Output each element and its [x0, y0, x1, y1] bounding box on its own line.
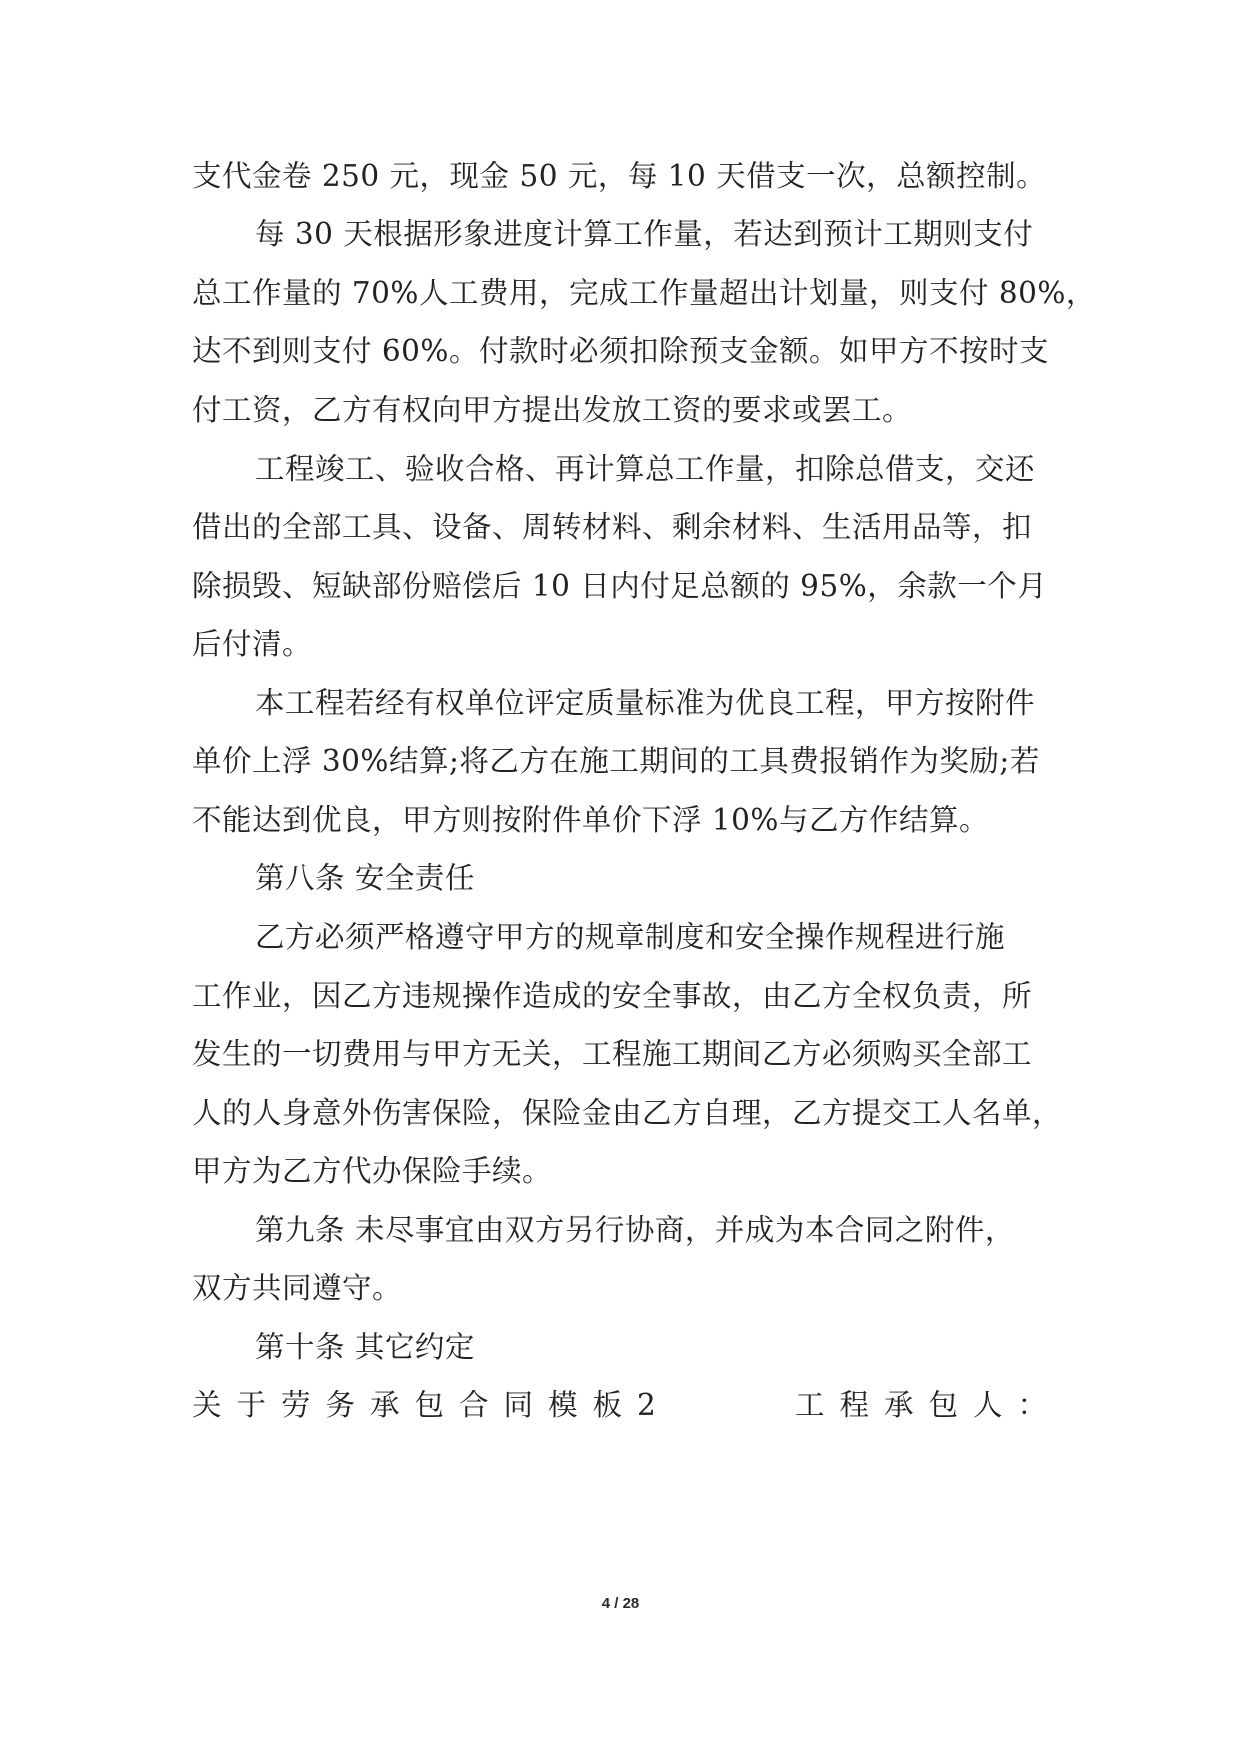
text-line: 单价上浮 30%结算;将乙方在施工期间的工具费报销作为奖励;若	[192, 744, 1040, 778]
text-line: 本工程若经有权单位评定质量标准为优良工程，甲方按附件	[255, 686, 1036, 720]
text-line: 借出的全部工具、设备、周转材料、剩余材料、生活用品等，扣	[192, 510, 1033, 544]
text-line: 达不到则支付 60%。付款时必须扣除预支金额。如甲方不按时支	[192, 334, 1049, 368]
text-line: 工程竣工、验收合格、再计算总工作量，扣除总借支，交还	[255, 452, 1036, 486]
article-heading: 第十条 其它约定	[255, 1330, 475, 1364]
text-line: 支代金卷 250 元，现金 50 元，每 10 天借支一次，总额控制。	[192, 159, 1047, 193]
text-line: 每 30 天根据形象进度计算工作量，若达到预计工期则支付	[255, 217, 1034, 251]
text-line: 乙方必须严格遵守甲方的规章制度和安全操作规程进行施	[255, 920, 1006, 954]
template-heading-line	[192, 1385, 1062, 1425]
article-heading: 第八条 安全责任	[255, 861, 475, 895]
page-number: 4 / 28	[601, 1595, 640, 1612]
text-line: 不能达到优良，甲方则按附件单价下浮 10%与乙方作结算。	[192, 803, 989, 837]
text-line: 总工作量的 70%人工费用，完成工作量超出计划量，则支付 80%，	[192, 276, 1096, 310]
text-line: 除损毁、短缺部份赔偿后 10 日内付足总额的 95%，余款一个月	[192, 569, 1048, 603]
template-title: 关于劳务承包合同模板2	[192, 1388, 671, 1422]
text-line: 工作业，因乙方违规操作造成的安全事故，由乙方全权负责，所	[192, 979, 1033, 1013]
text-line: 后付清。	[192, 627, 313, 661]
text-line: 人的人身意外伤害保险，保险金由乙方自理，乙方提交工人名单，	[192, 1096, 1063, 1130]
article-heading: 第九条 未尽事宜由双方另行协商，并成为本合同之附件，	[255, 1213, 1015, 1247]
text-line: 双方共同遵守。	[192, 1271, 403, 1305]
text-line: 甲方为乙方代办保险手续。	[192, 1154, 553, 1188]
contractor-label: 工程承包人：	[794, 1388, 1062, 1422]
text-line: 付工资，乙方有权向甲方提出发放工资的要求或罢工。	[192, 393, 913, 427]
text-line: 发生的一切费用与甲方无关，工程施工期间乙方必须购买全部工	[192, 1037, 1033, 1071]
